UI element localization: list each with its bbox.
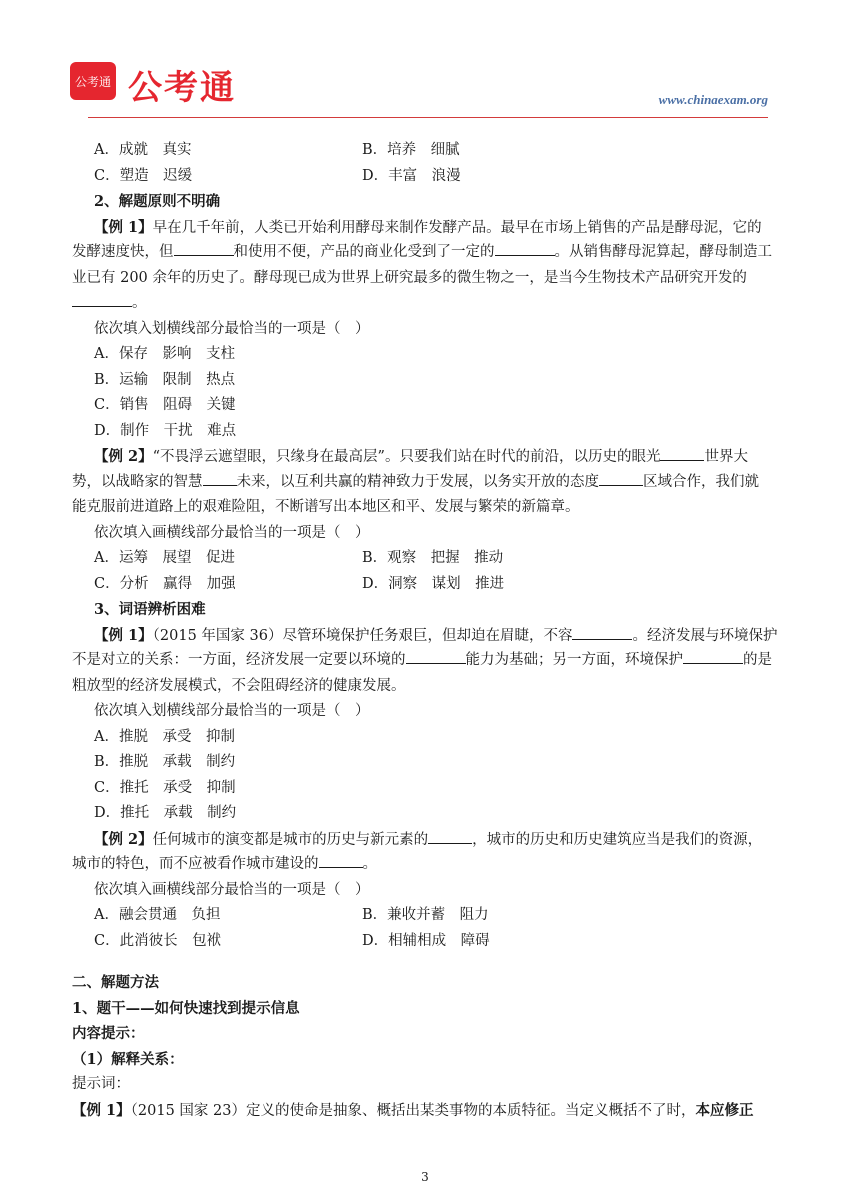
example-text: 发酵速度快，但 xyxy=(72,244,174,260)
page-number: 3 xyxy=(421,1170,429,1184)
option-a: A．运筹 展望 促进 xyxy=(94,550,235,566)
example-text: “不畏浮云遮望眼，只缘身在最高层”。只要我们站在时代的前沿，以历史的眼光 xyxy=(152,449,661,465)
page-header xyxy=(0,0,850,118)
example-line xyxy=(72,852,794,878)
example-text: ，城市的历史和历史建筑应当是我们的资源， xyxy=(472,831,763,848)
header-divider xyxy=(88,117,768,118)
example-tag: 【例 1】 xyxy=(94,218,153,236)
example-tag: 【例 1】 xyxy=(94,626,153,644)
option-d: D．制作 干扰 难点 xyxy=(94,422,237,439)
example-line xyxy=(72,291,794,317)
option-c: C．塑造 迟缓 xyxy=(94,167,193,184)
option-row xyxy=(94,546,794,572)
example-line: 业已有 200 余年的历史了。酵母现已成为世界上研究最多的微生物之一，是当今生物技术产品研究开发的 xyxy=(72,269,747,286)
question-prompt: 依次填入画横线部分最恰当的一项是（ ） xyxy=(94,524,370,541)
example-line xyxy=(72,1098,794,1124)
example-text: 区域合作，我们就 xyxy=(643,473,759,490)
option-row xyxy=(94,572,794,598)
example-line: 能克服前进道路上的艰难险阻，不断谱写出本地区和平、发展与繁荣的新篇章。 xyxy=(72,499,580,515)
example-text: 。 xyxy=(132,295,147,311)
option-b: B．培养 细腻 xyxy=(362,142,460,158)
hint-label: 提示词： xyxy=(72,1076,130,1092)
question-prompt: 依次填入画横线部分最恰当的一项是（ ） xyxy=(94,881,370,898)
example-line: 粗放型的经济发展模式，不会阻碍经济的健康发展。 xyxy=(72,677,406,694)
example-text: 。 xyxy=(362,856,377,872)
example-text: 世界大 xyxy=(704,449,748,465)
option-d: D．丰富 浪漫 xyxy=(362,167,461,184)
example-line xyxy=(94,827,794,853)
option-a: A．保存 影响 支柱 xyxy=(94,346,235,362)
example-tag: 【例 2】 xyxy=(94,830,153,848)
fill-blank xyxy=(174,240,234,256)
example-line xyxy=(94,623,794,649)
logo-name: 公考通 xyxy=(128,68,236,108)
example-tag: 【例 2】 xyxy=(94,448,153,465)
option-d: D．相辅相成 障碍 xyxy=(362,932,490,949)
option-b: B．推脱 承载 制约 xyxy=(94,754,236,770)
fill-blank xyxy=(319,852,363,868)
example-line xyxy=(94,215,794,241)
tip-item: （1）解释关系： xyxy=(72,1050,184,1068)
option-row xyxy=(94,903,794,929)
section-heading: 2、解题原则不明确 xyxy=(94,193,221,210)
option-b: B．兼收并蓄 阻力 xyxy=(362,907,489,923)
example-text: 和使用不便，产品的商业化受到了一定的 xyxy=(233,244,495,260)
subsection-heading: 1、题干——如何快速找到提示信息 xyxy=(72,999,300,1017)
example-text: 的是 xyxy=(743,652,772,668)
option-c: C．分析 赢得 加强 xyxy=(94,575,236,592)
example-text: 未来，以互利共赢的精神致力于发展，以务实开放的态度 xyxy=(236,473,599,490)
fill-blank xyxy=(572,624,632,640)
example-text: 势，以战略家的智慧 xyxy=(72,473,203,490)
example-text: 不是对立的关系：一方面，经济发展一定要以环境的 xyxy=(72,652,406,668)
section-heading: 二、解题方法 xyxy=(72,974,159,991)
example-text: 。从销售酵母泥算起，酵母制造工 xyxy=(554,244,772,260)
option-row xyxy=(94,164,794,190)
fill-blank xyxy=(72,291,132,307)
example-line xyxy=(72,240,794,266)
example-line xyxy=(94,444,794,470)
example-text: 早在几千年前，人类已开始利用酵母来制作发酵产品。最早在市场上销售的产品是酵母泥，它的 xyxy=(152,219,762,236)
option-b: B．观察 把握 推动 xyxy=(362,550,504,566)
question-prompt: 依次填入划横线部分最恰当的一项是（ ） xyxy=(94,320,370,337)
fill-blank xyxy=(660,445,704,461)
fill-blank xyxy=(495,240,555,256)
document-body xyxy=(72,138,794,1123)
option-d: D．洞察 谋划 推进 xyxy=(362,575,505,592)
example-text-bold: 本应修正 xyxy=(695,1101,754,1119)
option-c: C．销售 阻碍 关键 xyxy=(94,397,236,413)
fill-blank xyxy=(406,648,466,664)
example-text: 城市的特色，而不应被看作城市建设的 xyxy=(72,856,319,872)
example-tag: 【例 1】 xyxy=(72,1101,131,1119)
fill-blank xyxy=(683,648,743,664)
fill-blank xyxy=(428,828,472,844)
example-text: （2015 国家 23）定义的使命是抽象、概括出某类事物的本质特征。当定义概括不了时， xyxy=(130,1102,696,1119)
option-a: A．推脱 承受 抑制 xyxy=(94,728,235,745)
option-c: C．推托 承受 抑制 xyxy=(94,779,236,796)
example-line xyxy=(72,470,794,496)
fill-blank xyxy=(203,470,237,486)
example-text: 。经济发展与环境保护 xyxy=(632,627,778,644)
site-url-link[interactable]: www.chinaexam.org xyxy=(658,92,768,107)
option-d: D．推托 承载 制约 xyxy=(94,805,237,821)
option-a: A．融会贯通 负担 xyxy=(94,907,221,923)
option-row xyxy=(94,929,794,955)
section-heading: 3、词语辨析困难 xyxy=(94,601,206,618)
example-text: 任何城市的演变都是城市的历史与新元素的 xyxy=(152,831,429,848)
question-prompt: 依次填入划横线部分最恰当的一项是（ ） xyxy=(94,703,370,719)
logo-badge: 公考通 xyxy=(70,62,116,100)
example-line xyxy=(72,648,794,674)
option-c: C．此消彼长 包袱 xyxy=(94,932,222,949)
spacer xyxy=(94,954,794,970)
content-tips-label: 内容提示： xyxy=(72,1025,145,1042)
example-text: （2015 年国家 36）尽管环境保护任务艰巨，但却迫在眉睫，不容 xyxy=(152,627,573,644)
option-row xyxy=(94,138,794,164)
fill-blank xyxy=(599,470,643,486)
option-b: B．运输 限制 热点 xyxy=(94,371,236,388)
example-text: 能力为基础；另一方面，环境保护 xyxy=(465,652,683,668)
option-a: A．成就 真实 xyxy=(94,142,192,158)
